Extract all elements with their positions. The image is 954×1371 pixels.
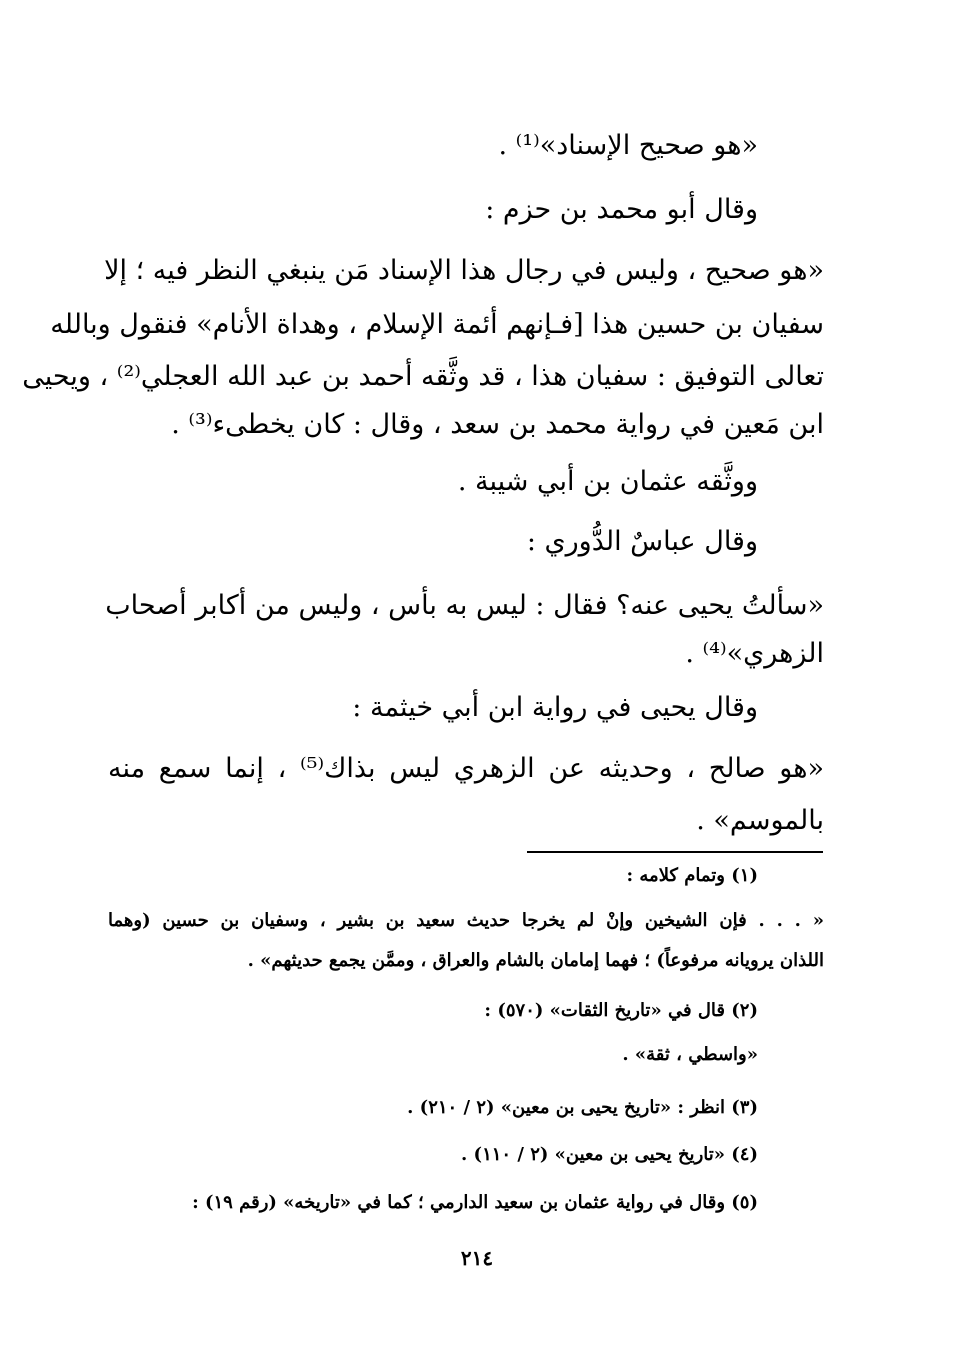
footnote-5: (٥) وقال في رواية عثمان بن سعيد الدارمي ؛ كما في «تاريخه» (رقم ١٩) : xyxy=(192,1192,758,1213)
body-line-5: تعالى التوفيق : سفيان هذا ، قد وثَّقه أحمد بن عبد الله العجلي⁽²⁾ ، ويحيى xyxy=(22,361,824,392)
body-line-13: بالموسم» . xyxy=(696,805,824,836)
body-line-8: وقال عباسٌ الدُّوري : xyxy=(526,526,758,557)
body-line-10: الزهري»⁽⁴⁾ . xyxy=(685,638,824,669)
footnote-1-line-1: « . . . فإن الشيخين وإنْ لم يخرجا حديث سعيد بن بشير ، وسفيان بن حسين (وهما xyxy=(108,910,824,931)
body-line-6: ابن مَعين في رواية محمد بن سعد ، وقال : كان يخطىء⁽³⁾ . xyxy=(171,409,824,440)
footnote-4: (٤) «تاريخ يحيى بن معين» (٢ / ١١٠) . xyxy=(461,1144,758,1165)
body-line-4: سفيان بن حسين هذا [فـإنهم أئمة الإسلام ، وهداة الأنام» فنقول وبالله xyxy=(50,309,824,340)
footnote-3: (٣) انظر : «تاريخ يحيى بن معين» (٢ / ٢١٠) . xyxy=(407,1097,758,1118)
body-line-3: «هو صحيح ، وليس في رجال هذا الإسناد مَن ينبغي النظر فيه ؛ إلا xyxy=(104,255,824,286)
footnote-1-heading: (١) وتمام كلامه : xyxy=(626,865,758,886)
body-line-11: وقال يحيى في رواية ابن أبي خيثمة : xyxy=(352,692,758,723)
page-number: ٢١٤ xyxy=(460,1246,494,1270)
footnote-separator xyxy=(527,851,823,853)
footnote-1-line-2: اللذان يرويانه مرفوعاً) ؛ فهما إمامان بالشام والعراق ، وممَّن يجمع حديثهم» . xyxy=(247,950,824,971)
body-line-2: وقال أبو محمد بن حزم : xyxy=(485,194,758,225)
body-line-9: «سألتُ يحيى عنه؟ فقال : ليس به بأس ، وليس من أكابر أصحاب xyxy=(105,590,824,621)
footnote-2: (٢) قال في «تاريخ الثقات» (٥٧٠) : xyxy=(484,1000,758,1021)
body-line-7: ووثَّقه عثمان بن أبي شيبة . xyxy=(457,466,758,497)
body-line-12: «هو صالح ، وحديثه عن الزهري ليس بذاك⁽⁵⁾ ، إنما سمع منه xyxy=(108,753,825,784)
footnote-2-quote: «واسطي ، ثقة» . xyxy=(622,1044,758,1065)
body-line-1: «هو صحيح الإسناد»⁽¹⁾ . xyxy=(498,130,758,161)
